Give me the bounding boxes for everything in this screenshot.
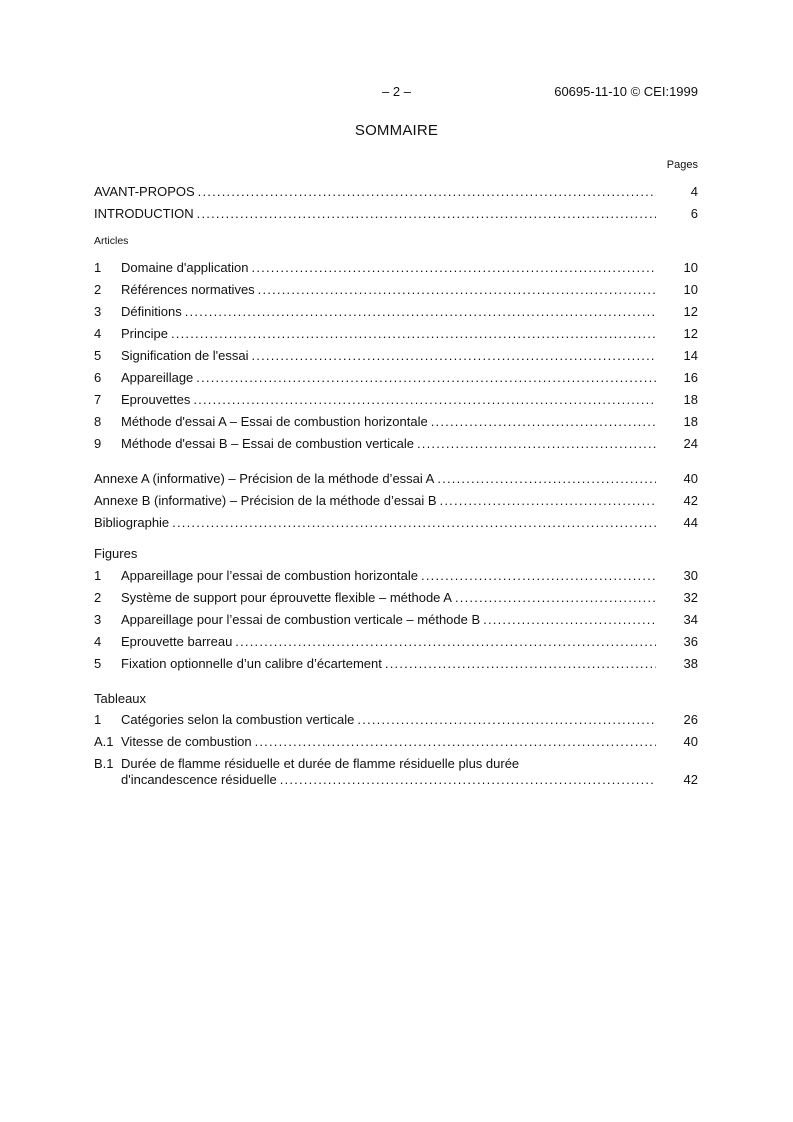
toc-entry-number: 1 [94, 568, 102, 583]
toc-entry-number: 4 [94, 634, 102, 649]
toc-entry-table-first-line[interactable] [94, 756, 698, 772]
dot-leader [483, 612, 656, 627]
toc-entry-label: Méthode d'essai B – Essai de combustion verticale [121, 436, 414, 451]
toc-entry-number: 2 [94, 282, 102, 297]
dot-leader [455, 590, 656, 605]
dot-leader [171, 326, 656, 341]
toc-entry-number: 4 [94, 326, 102, 341]
toc-entry-article[interactable] [94, 260, 698, 276]
toc-entry-page: 40 [683, 471, 698, 486]
toc-entry-annex[interactable] [94, 471, 698, 487]
toc-entry-label: Méthode d'essai A – Essai de combustion horizontale [121, 414, 428, 429]
dot-leader [258, 282, 656, 297]
dot-leader [198, 184, 656, 199]
dot-leader [431, 414, 656, 429]
dot-leader [196, 370, 656, 385]
toc-entry-number: 5 [94, 656, 102, 671]
toc-entry-label: Appareillage [121, 370, 194, 385]
dot-leader [172, 515, 656, 530]
toc-entry-page: 34 [683, 612, 698, 627]
toc-entry-label: Catégories selon la combustion verticale [121, 712, 355, 727]
toc-entry-article[interactable] [94, 282, 698, 298]
toc-entry-figure[interactable] [94, 612, 698, 628]
toc-entry-label: AVANT-PROPOS [94, 184, 195, 199]
toc-entry-number: A.1 [94, 734, 114, 749]
toc-entry-page: 12 [683, 304, 698, 319]
toc-entry-avant-propos[interactable] [94, 184, 698, 200]
toc-entry-bibliography[interactable] [94, 515, 698, 531]
toc-entry-introduction[interactable] [94, 206, 698, 222]
toc-entry-number: 7 [94, 392, 102, 407]
toc-entry-figure[interactable] [94, 634, 698, 650]
toc-entry-label: Signification de l'essai [121, 348, 249, 363]
toc-entry-figure[interactable] [94, 568, 698, 584]
dot-leader [280, 772, 656, 787]
toc-entry-figure[interactable] [94, 590, 698, 606]
toc-entry-number: B.1 [94, 756, 114, 771]
toc-entry-label: Bibliographie [94, 515, 170, 530]
toc-entry-page: 16 [683, 370, 698, 385]
toc-entry-page: 4 [690, 184, 698, 199]
toc-entry-label: Système de support pour éprouvette flexible – méthode A [121, 590, 452, 605]
toc-entry-label: Annexe A (informative) – Précision de la méthode d’essai A [94, 471, 435, 486]
toc-entry-label: Eprouvettes [121, 392, 191, 407]
toc-entry-table[interactable] [94, 712, 698, 728]
toc-entry-figure[interactable] [94, 656, 698, 672]
toc-entry-number: 3 [94, 304, 102, 319]
toc-entry-number: 8 [94, 414, 102, 429]
toc-entry-label: Vitesse de combustion [121, 734, 252, 749]
toc-entry-label: Principe [121, 326, 168, 341]
toc-entry-number: 1 [94, 712, 102, 727]
toc-entry-page: 38 [683, 656, 698, 671]
toc-entry-article[interactable] [94, 348, 698, 364]
dot-leader [421, 568, 656, 583]
page-header [0, 84, 793, 100]
page-title: SOMMAIRE [354, 122, 439, 139]
toc-entry-page: 42 [683, 493, 698, 508]
toc-entry-page: 44 [683, 515, 698, 530]
toc-entry-page: 18 [683, 414, 698, 429]
toc-entry-article[interactable] [94, 414, 698, 430]
dot-leader [440, 493, 656, 508]
toc-entry-label: Domaine d'application [121, 260, 249, 275]
document-reference: 60695-11-10 © CEI:1999 [554, 84, 698, 99]
figures-section-label: Figures [94, 546, 138, 561]
toc-entry-page: 24 [683, 436, 698, 451]
tables-section-label: Tableaux [94, 691, 147, 706]
toc-entry-page: 26 [683, 712, 698, 727]
toc-entry-page: 10 [683, 282, 698, 297]
toc-entry-page: 18 [683, 392, 698, 407]
toc-entry-article[interactable] [94, 392, 698, 408]
toc-entry-number: 2 [94, 590, 102, 605]
toc-entry-label: Définitions [121, 304, 182, 319]
toc-entry-label: Appareillage pour l’essai de combustion verticale – méthode B [121, 612, 481, 627]
toc-entry-label: Appareillage pour l’essai de combustion horizontale [121, 568, 419, 583]
toc-entry-number: 3 [94, 612, 102, 627]
toc-entry-number: 6 [94, 370, 102, 385]
toc-entry-page: 30 [683, 568, 698, 583]
toc-entry-page: 14 [683, 348, 698, 363]
dot-leader [252, 260, 656, 275]
toc-entry-article[interactable] [94, 304, 698, 320]
toc-entry-label: INTRODUCTION [94, 206, 194, 221]
toc-entry-label: Annexe B (informative) – Précision de la méthode d’essai B [94, 493, 437, 508]
dot-leader [437, 471, 656, 486]
dot-leader [252, 348, 657, 363]
toc-entry-page: 12 [683, 326, 698, 341]
toc-entry-number: 1 [94, 260, 102, 275]
toc-entry-table[interactable] [94, 734, 698, 750]
dot-leader [357, 712, 656, 727]
toc-entry-page: 32 [683, 590, 698, 605]
toc-entry-label: Références normatives [121, 282, 255, 297]
toc-entry-number: 5 [94, 348, 102, 363]
dot-leader [193, 392, 656, 407]
dot-leader [385, 656, 656, 671]
dot-leader [185, 304, 656, 319]
toc-entry-article[interactable] [94, 326, 698, 342]
toc-entry-page: 6 [690, 206, 698, 221]
toc-entry-label: Durée de flamme résiduelle et durée de flamme résiduelle plus durée [121, 756, 520, 771]
toc-entry-label-continued: d'incandescence résiduelle [121, 772, 277, 787]
toc-entry-page: 10 [683, 260, 698, 275]
toc-entry-article[interactable] [94, 370, 698, 386]
toc-entry-label: Fixation optionnelle d’un calibre d’écartement [121, 656, 382, 671]
dot-leader [235, 634, 656, 649]
dot-leader [417, 436, 656, 451]
toc-entry-number: 9 [94, 436, 102, 451]
toc-entry-annex[interactable] [94, 493, 698, 509]
page-number: – 2 – [382, 84, 411, 99]
dot-leader [255, 734, 656, 749]
toc-entry-table-second-line[interactable] [94, 772, 698, 788]
dot-leader [197, 206, 656, 221]
toc-entry-page: 36 [683, 634, 698, 649]
toc-entry-page: 40 [683, 734, 698, 749]
toc-entry-article[interactable] [94, 436, 698, 452]
toc-entry-label: Eprouvette barreau [121, 634, 233, 649]
articles-section-label: Articles [94, 235, 129, 247]
toc-entry-page: 42 [683, 772, 698, 787]
pages-column-label: Pages [666, 159, 698, 171]
